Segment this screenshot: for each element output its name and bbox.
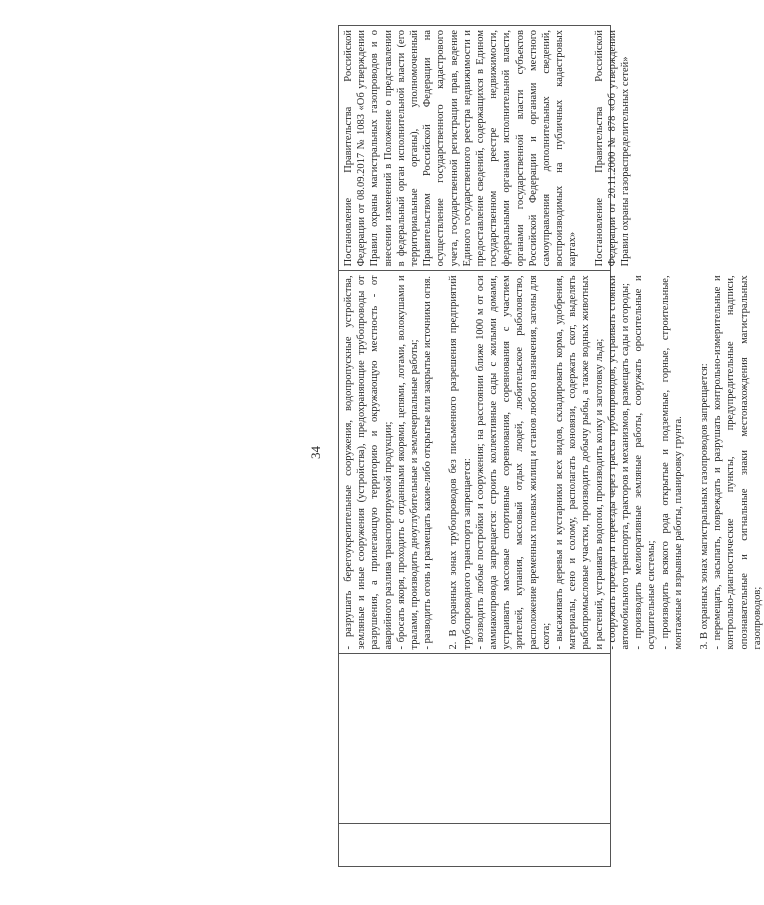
paragraph-spacer	[434, 275, 447, 649]
table-column-documents	[339, 26, 632, 270]
paragraph-spacer	[685, 275, 698, 649]
restriction-text: - производить всякого рода открытые и подземные, горные, строительные, монтажные и взрывные работы, планировку грунта.	[659, 275, 684, 650]
legal-document-reference: Постановление Правительства Российской Федерации от 08.09.2017 № 1083 «Об утверждении Правил охраны магистральных газопроводов и о внесении изменений в Положение о представлении в федеральный орган исполнительной власти (его территориальные органы), уполномоченный Правительством Российской Федерации на осуществление государственного кадастрового учета, государственной регистрации прав, ведение Единого государственного реестра недвижимости и предоставление сведений, содержащихся в Едином государственном реестре недвижимости, федеральными органами исполнительной власти, органами государственной власти субъектов Российской Федерации и органами местного самоуправления дополнительных сведений, воспроизводимых на публичных кадастровых картах»	[343, 30, 579, 267]
page-number: 34	[308, 446, 323, 459]
section-heading: 3. В охранных зонах магистральных газопроводов запрещается:	[699, 363, 711, 650]
section-heading: 2. В охранных зонах трубопроводов без письменного разрешения предприятий трубопроводного транспорта запрещается:	[448, 275, 473, 650]
restriction-text: - разводить огонь и размещать какие-либо открытые или закрытые источники огня.	[422, 275, 434, 650]
table-column-empty-1	[339, 823, 610, 866]
restriction-text: - перемещать, засыпать, повреждать и разрушать контрольно-измерительные и контрольно-диагностические пункты, предупредительные надписи, опознавательные и сигнальные знаки местонахождения магистральных газопроводов;	[712, 275, 763, 650]
restriction-text: - высаживать деревья и кустарники всех видов, складировать корма, удобрения, материалы, сено и солому, располагать коновязи, содержать скот, выделять рыбопромысловые участки, производить добычу рыбы, а также водных животных и растений, устраивать водопои, производить колку и заготовку льда;	[554, 275, 605, 650]
table-column-empty-2	[339, 653, 610, 823]
restriction-text: - производить мелиоративные земляные работы, сооружать оросительные и осушительные системы;	[633, 275, 658, 650]
restriction-text: - разрушать берегоукрепительные сооружения, водопропускные устройства, земляные и иные сооружения (устройства), предохраняющие трубопроводы от разрушения, а прилегающую территорию и окружающую местность - от аварийного разлива транспортируемой продукции;	[343, 275, 394, 650]
table-column-restrictions	[339, 270, 763, 653]
restriction-text: - сооружать проезды и переезды через трассы трубопроводов, устраивать стоянки автомобильного транспорта, тракторов и механизмов, размещать сады и огороды;	[606, 275, 632, 650]
paragraph-spacer	[580, 30, 593, 266]
regulation-table	[338, 25, 763, 867]
restriction-text: - возводить любые постройки и сооружения; на расстоянии ближе 1000 м от оси аммиакопровода запрещается: строить коллективные сады с жилыми домами, устраивать массовые спортивные соревнования, соревнования с участием зрителей, купания, массовый отдых людей, любительское рыболовство, расположение временных полевых жилищ и станов любого назначения, загоны для скота;	[474, 275, 552, 650]
legal-document-reference: Постановление Правительства Российской Федерации от 20.11.2000 № 878 «Об утверждении Правил охраны газораспределительных сетей»	[593, 30, 632, 267]
restriction-text: - бросать якоря, проходить с отданными якорями, цепями, лотами, волокушами и тралами, производить дноуглубительные и землечерпальные работы;	[395, 275, 421, 650]
